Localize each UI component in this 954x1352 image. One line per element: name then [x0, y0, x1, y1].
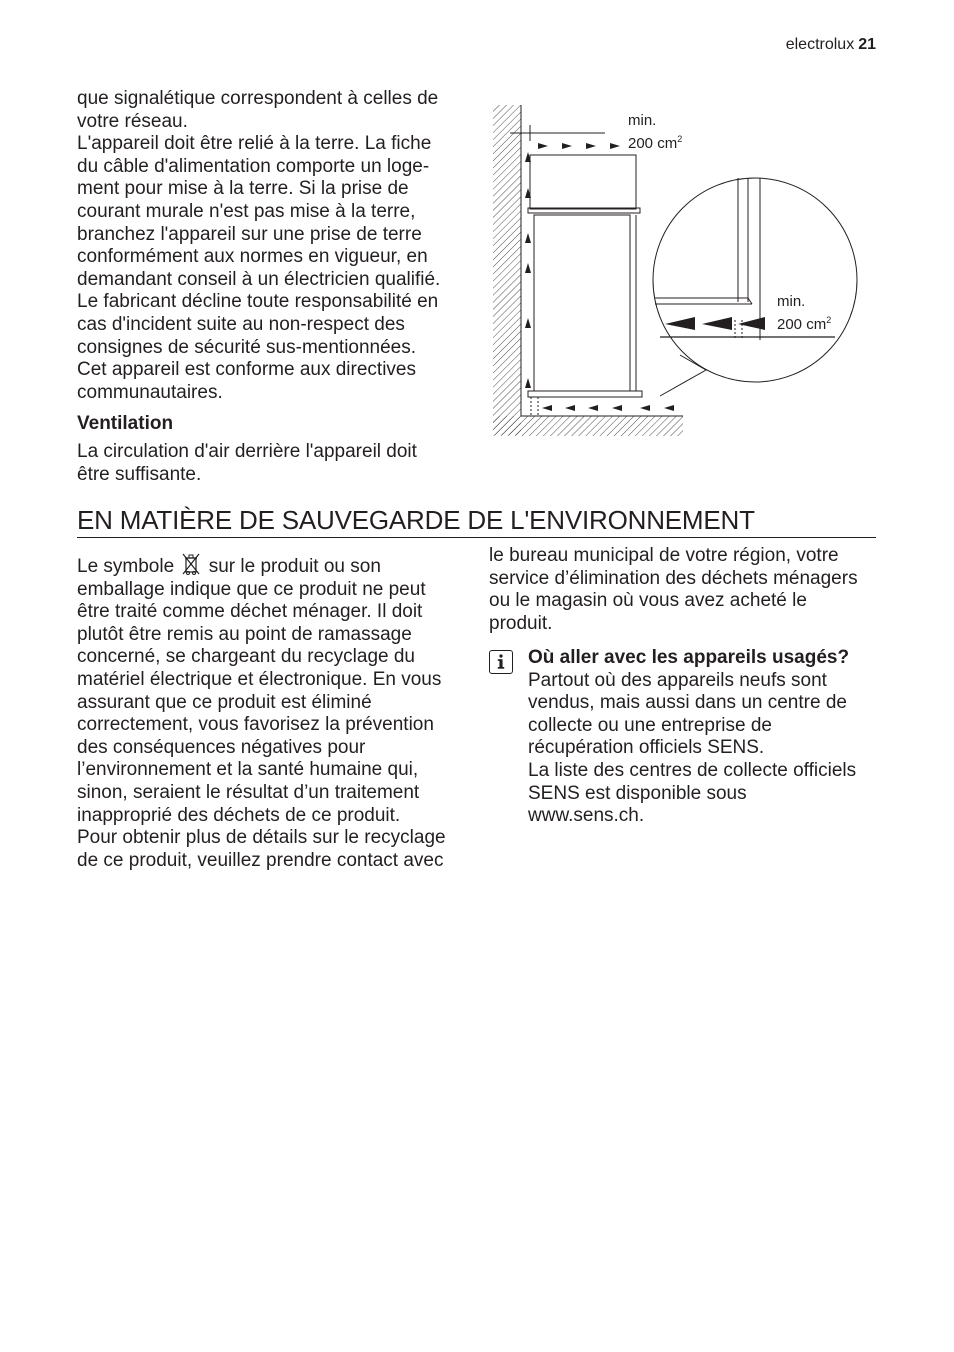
text-line: communautaires. [77, 381, 223, 403]
environment-left-column [77, 552, 471, 872]
text-line: conformément aux normes en vigueur, en [77, 246, 428, 268]
text-line: demandant conseil à un électricien qualifié. [77, 268, 441, 290]
crossed-bin-icon [181, 552, 201, 576]
text-line: Pour obtenir plus de détails sur le recyclage [77, 827, 446, 849]
environment-right-column [489, 545, 879, 635]
text-line: l’environnement et la santé humaine qui, [77, 759, 419, 781]
text-line: Cet appareil est conforme aux directives [77, 359, 416, 381]
text-line: correctement, vous favorisez la prévention [77, 714, 434, 736]
text-line: www.sens.ch. [528, 805, 645, 827]
page-header [786, 36, 876, 54]
text-line: collecte ou une entreprise de [528, 714, 772, 736]
brand-name: electrolux [785, 36, 855, 53]
text-line: assurant que ce produit est éliminé [77, 691, 372, 713]
text-line: du câble d'alimentation comporte un loge- [77, 155, 430, 177]
text-line: ou le magasin où vous avez acheté le [489, 590, 807, 612]
text-line: La liste des centres de collecte officiels [528, 759, 857, 781]
section-title: EN MATIÈRE DE SAUVEGARDE DE L'ENVIRONNEMENT [77, 505, 876, 538]
text-line: cas d'incident suite au non-respect des [77, 313, 405, 335]
text-line: Le fabricant décline toute responsabilité en [77, 291, 439, 313]
text-line: service d’élimination des déchets ménagers [489, 567, 858, 589]
text-line [77, 552, 471, 579]
text-line: matériel électrique et électronique. En vous [77, 668, 442, 690]
text-line: être traité comme déchet ménager. Il doit [77, 601, 423, 623]
text-line: votre réseau. [77, 110, 188, 132]
text-line: courant murale n'est pas mise à la terre, [77, 200, 416, 222]
top-min-label: min. [628, 112, 657, 129]
text-line: concerné, se chargeant du recyclage du [77, 646, 415, 668]
text-line: emballage indique que ce produit ne peut [77, 578, 426, 600]
intro-text [77, 88, 469, 404]
info-title: Où aller avec les appareils usagés? [528, 647, 850, 668]
text-line: ment pour mise à la terre. Si la prise de [77, 178, 409, 200]
text-line: L'appareil doit être relié à la terre. La fiche [77, 133, 432, 155]
text-line: des conséquences négatives pour [77, 736, 366, 758]
cabinet-outline [528, 155, 642, 416]
zoom-area-label: 200 $cm^2$ [777, 315, 832, 333]
text-line: produit. [489, 612, 553, 634]
ventilation-diagram [490, 100, 870, 440]
text-line: consignes de sécurité sus-mentionnées. [77, 336, 417, 358]
info-icon [489, 650, 513, 674]
ventilation-text [77, 441, 469, 486]
ventilation-heading: Ventilation [77, 413, 174, 434]
page-number: 21 [858, 36, 876, 53]
text-line: branchez l'appareil sur une prise de terre [77, 223, 422, 245]
text-fragment: Le symbole [77, 556, 175, 577]
zoom-min-label: min. [777, 293, 806, 310]
airflow-arrows [525, 143, 674, 411]
zoom-callout [653, 178, 857, 396]
text-line: être suffisante. [77, 463, 202, 485]
text-line: que signalétique correspondent à celles de [77, 88, 439, 109]
text-line: récupération officiels SENS. [528, 737, 765, 759]
text-line: inapproprié des déchets de ce produit. [77, 804, 401, 826]
text-line: de ce produit, veuillez prendre contact avec [77, 849, 444, 871]
text-line: le bureau municipal de votre région, votre [489, 545, 839, 566]
text-line: vendus, mais aussi dans un centre de [528, 692, 847, 714]
info-text [528, 647, 888, 828]
top-area-label: 200 $cm^2$ [628, 134, 683, 152]
text-line: Partout où des appareils neufs sont [528, 669, 827, 691]
text-line: La circulation d'air derrière l'appareil doit [77, 441, 417, 462]
text-line: SENS est disponible sous [528, 782, 747, 804]
text-line: plutôt être remis au point de ramassage [77, 623, 412, 645]
text-fragment: sur le produit ou son [208, 556, 381, 577]
top-vent-marker [510, 125, 605, 141]
text-line: sinon, seraient le résultat d’un traitement [77, 781, 420, 803]
